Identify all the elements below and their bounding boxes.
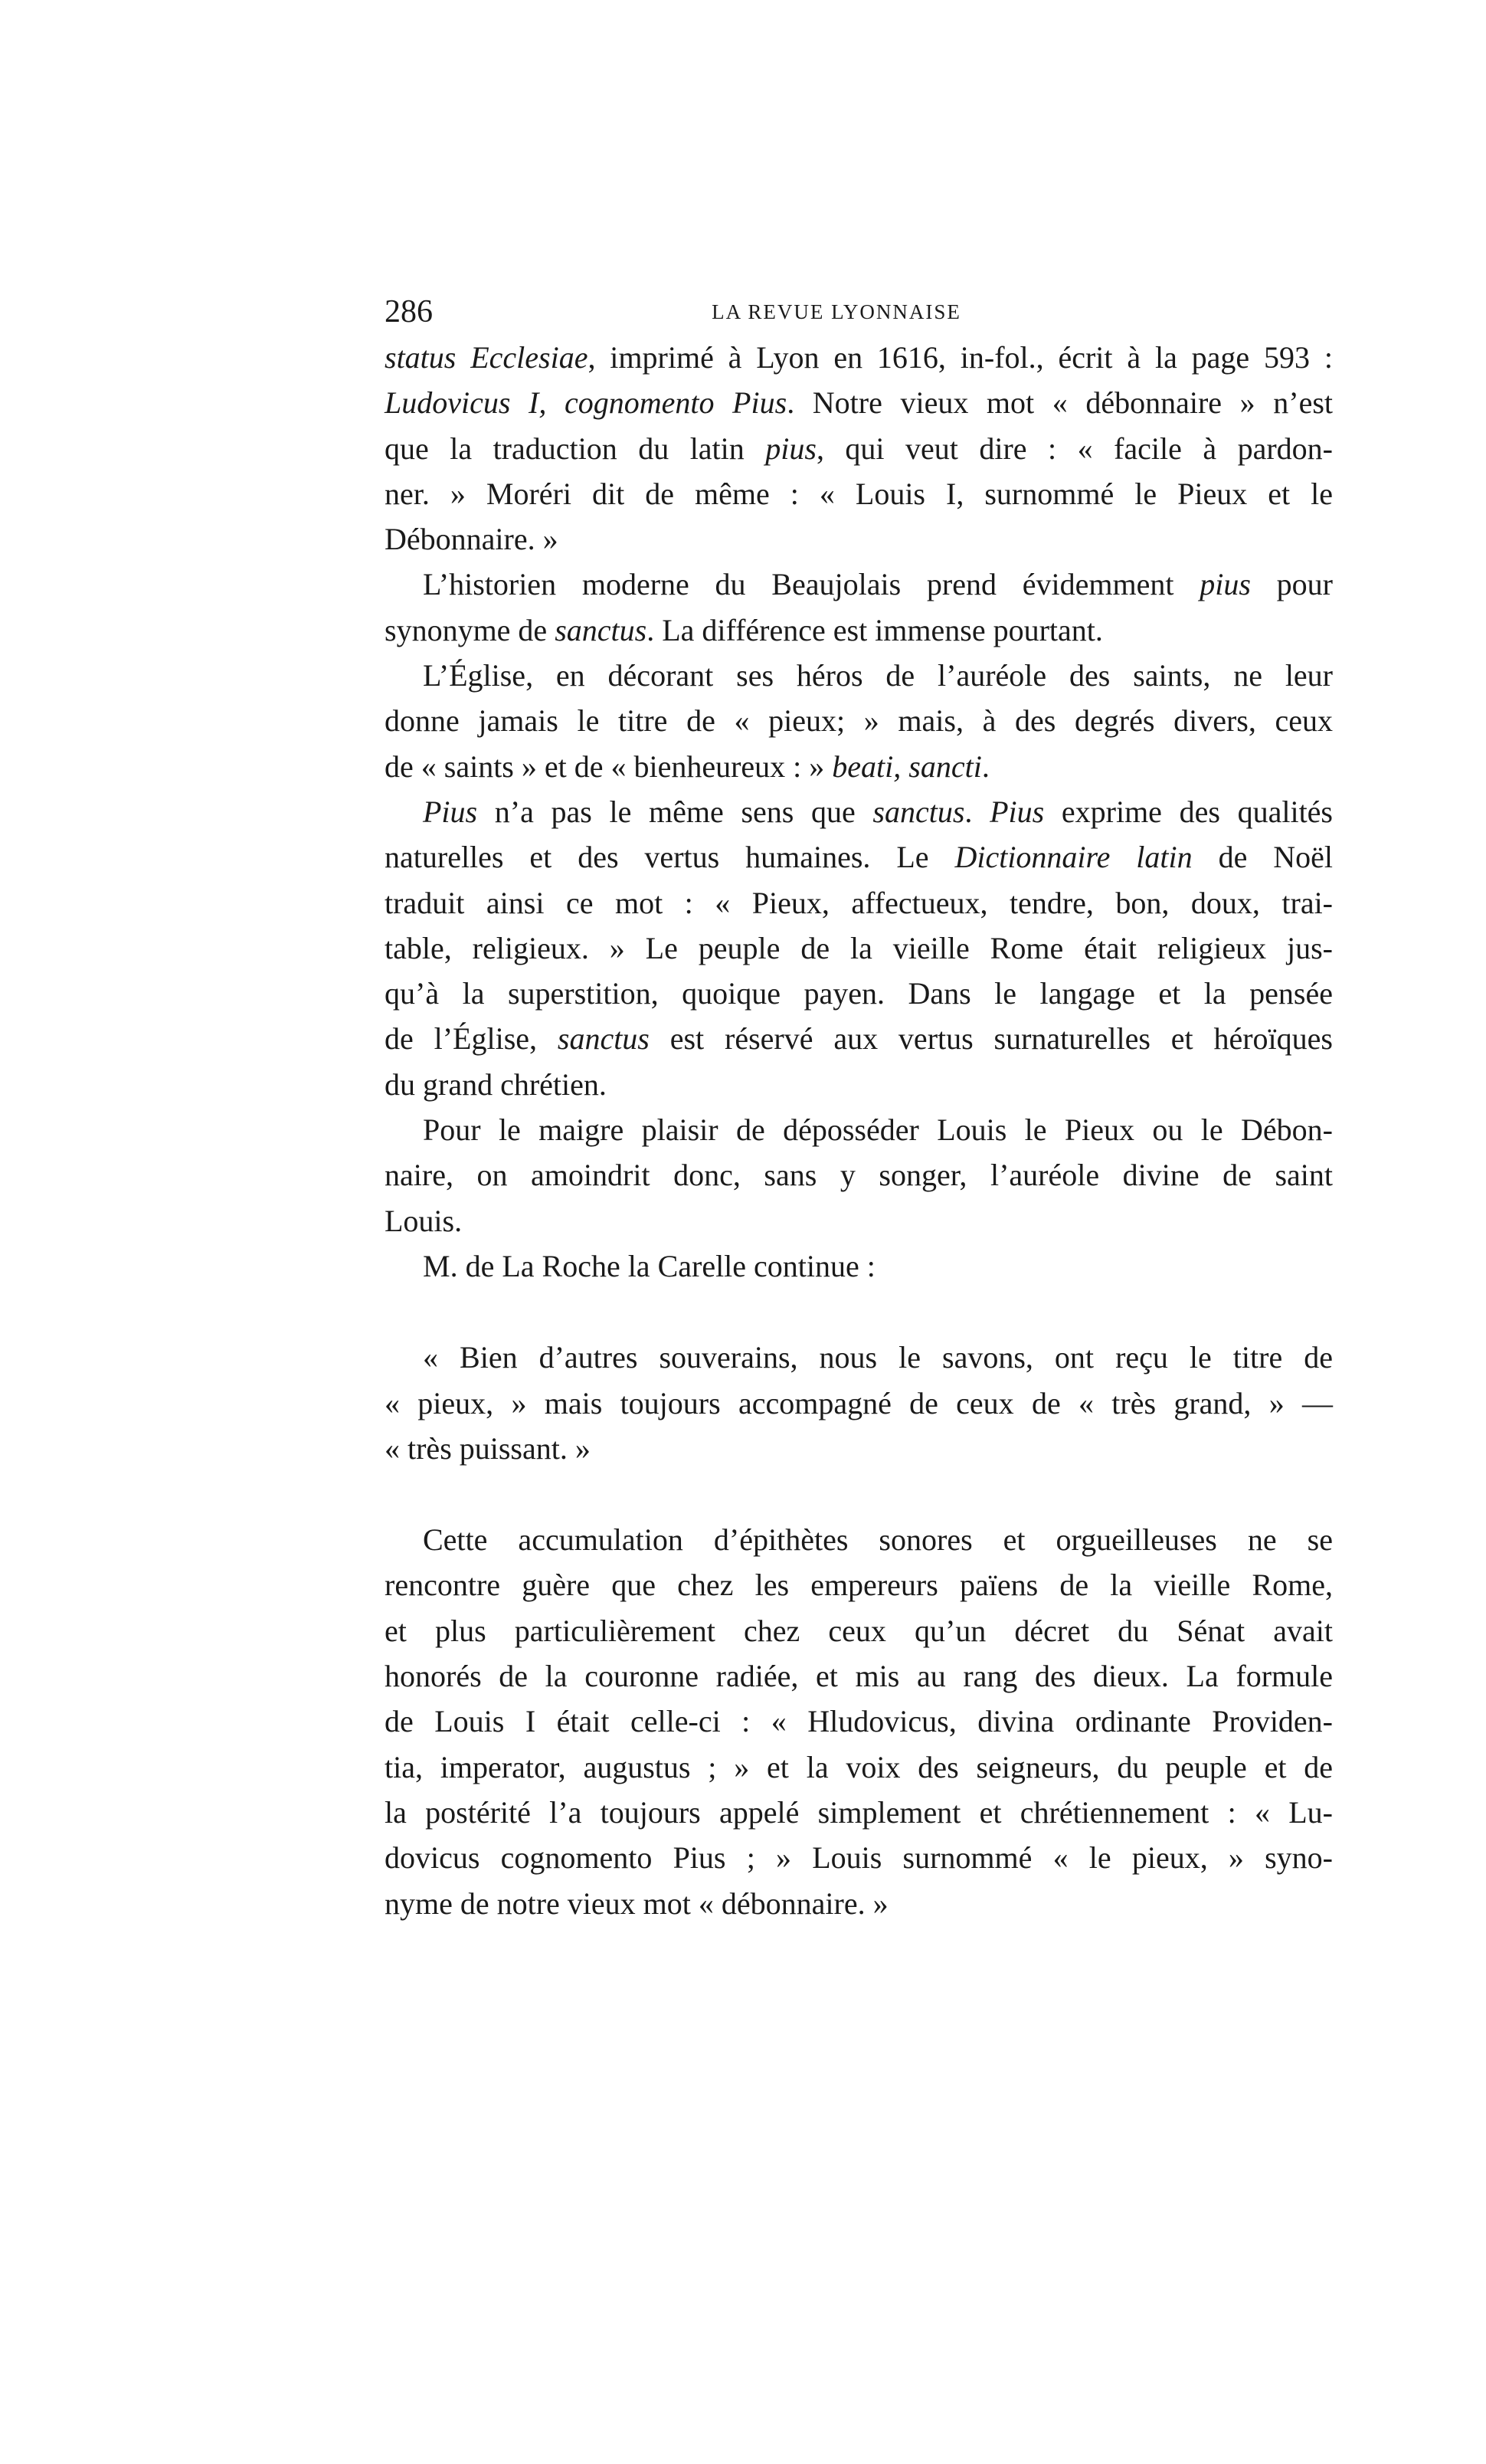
text-segment: de Noël bbox=[1192, 840, 1334, 875]
text-segment: la postérité l’a toujours appelé simplement et chrétiennement : « Lu- bbox=[385, 1794, 1333, 1830]
text-line bbox=[385, 1152, 1333, 1198]
text-segment: Pour le maigre plaisir de déposséder Louis le Pieux ou le Débon- bbox=[423, 1112, 1333, 1148]
running-title: LA REVUE LYONNAISE bbox=[712, 300, 961, 323]
text-segment: dovicus cognomento Pius ; » Louis surnommé « le pieux, » syno- bbox=[385, 1840, 1333, 1876]
text-line bbox=[385, 834, 1333, 880]
body-text bbox=[385, 335, 1333, 1926]
paragraph bbox=[385, 1335, 1333, 1471]
text-line bbox=[385, 608, 1333, 653]
text-segment: de Louis I était celle-ci : « Hludovicus, divina ordinante Providen- bbox=[385, 1704, 1333, 1739]
text-line bbox=[385, 1562, 1333, 1607]
text-segment: « Bien d’autres souverains, nous le savons, ont reçu le titre de bbox=[423, 1340, 1333, 1375]
text-segment: Louis. bbox=[385, 1203, 463, 1238]
text-segment: L’Église, en décorant ses héros de l’auréole des saints, ne leur bbox=[423, 658, 1333, 693]
text-segment: et plus particulièrement chez ceux qu’un décret du Sénat avait bbox=[385, 1613, 1333, 1648]
text-segment: de l’Église, bbox=[385, 1021, 558, 1057]
text-segment: n’a pas le même sens que bbox=[477, 794, 873, 829]
text-line bbox=[385, 1426, 1333, 1471]
italic-text: Dictionnaire latin bbox=[954, 840, 1193, 875]
text-segment: . bbox=[964, 794, 990, 829]
text-line bbox=[385, 335, 1333, 380]
text-line bbox=[385, 1016, 1333, 1061]
paragraph bbox=[385, 653, 1333, 789]
text-line bbox=[385, 1062, 1333, 1107]
text-line bbox=[385, 516, 1333, 562]
text-line bbox=[385, 1653, 1333, 1699]
text-line bbox=[385, 744, 1333, 789]
italic-text: beati, sancti bbox=[832, 749, 982, 784]
text-line bbox=[385, 1243, 1333, 1289]
text-line bbox=[385, 1517, 1333, 1562]
text-line bbox=[385, 471, 1333, 516]
text-segment: naire, on amoindrit donc, sans y songer, l’auréole divine de saint bbox=[385, 1158, 1333, 1193]
text-line bbox=[385, 1790, 1333, 1835]
text-line bbox=[385, 698, 1333, 743]
text-segment: nyme de notre vieux mot « débonnaire. » bbox=[385, 1886, 889, 1921]
text-line bbox=[385, 426, 1333, 471]
text-segment: , imprimé à Lyon en 1616, in-fol., écrit à la page 593 : bbox=[588, 340, 1333, 375]
italic-text: sanctus bbox=[872, 794, 965, 829]
text-segment: « pieux, » mais toujours accompagné de ceux de « très grand, » — bbox=[385, 1385, 1333, 1420]
text-line bbox=[385, 789, 1333, 834]
text-line bbox=[385, 1381, 1333, 1426]
italic-text: Pius bbox=[990, 794, 1045, 829]
text-segment: table, religieux. » Le peuple de la vieille Rome était religieux jus- bbox=[385, 930, 1333, 965]
text-line bbox=[385, 1835, 1333, 1880]
text-segment: traduit ainsi ce mot : « Pieux, affectueux, tendre, bon, doux, trai- bbox=[385, 885, 1333, 920]
paragraph bbox=[385, 1517, 1333, 1926]
text-segment: . Notre vieux mot « débonnaire » n’est bbox=[787, 385, 1334, 421]
text-segment: « très puissant. » bbox=[385, 1430, 591, 1466]
paragraph bbox=[385, 1107, 1333, 1243]
text-segment: , qui veut dire : « facile à pardon- bbox=[816, 431, 1333, 466]
text-line bbox=[385, 926, 1333, 971]
italic-text: Ludovicus I, cognomento Pius bbox=[385, 385, 787, 421]
text-segment: ner. » Moréri dit de même : « Louis I, surnommé le Pieux et le bbox=[385, 476, 1333, 511]
text-line bbox=[385, 653, 1333, 698]
text-segment: pour bbox=[1250, 567, 1334, 602]
italic-text: pius bbox=[1200, 567, 1251, 602]
paragraph bbox=[385, 789, 1333, 1107]
text-segment: tia, imperator, augustus ; » et la voix des seigneurs, du peuple et de bbox=[385, 1749, 1333, 1784]
text-segment: synonyme de bbox=[385, 612, 555, 647]
text-segment: M. de La Roche la Carelle continue : bbox=[423, 1248, 876, 1283]
text-segment: donne jamais le titre de « pieux; » mais, à des degrés divers, ceux bbox=[385, 703, 1333, 739]
text-segment: du grand chrétien. bbox=[385, 1067, 607, 1102]
text-segment: de « saints » et de « bienheureux : » bbox=[385, 749, 833, 784]
text-segment: Débonnaire. » bbox=[385, 522, 558, 557]
text-segment: honorés de la couronne radiée, et mis au rang des dieux. La formule bbox=[385, 1659, 1333, 1694]
italic-text: pius bbox=[765, 431, 817, 466]
italic-text: status Ecclesiae bbox=[385, 340, 588, 375]
text-segment: est réservé aux vertus surnaturelles et héroïques bbox=[649, 1021, 1333, 1057]
text-segment: . bbox=[981, 749, 990, 784]
italic-text: sanctus bbox=[557, 1021, 650, 1057]
text-line bbox=[385, 971, 1333, 1016]
paragraph bbox=[385, 562, 1333, 653]
text-line bbox=[385, 380, 1333, 425]
text-line bbox=[385, 1107, 1333, 1152]
text-line bbox=[385, 880, 1333, 926]
text-segment: naturelles et des vertus humaines. Le bbox=[385, 840, 955, 875]
text-line bbox=[385, 1699, 1333, 1744]
page-number: 286 bbox=[385, 294, 433, 329]
text-segment: rencontre guère que chez les empereurs païens de la vieille Rome, bbox=[385, 1568, 1333, 1603]
text-line bbox=[385, 1608, 1333, 1653]
text-line bbox=[385, 1335, 1333, 1380]
text-segment: exprime des qualités bbox=[1044, 794, 1334, 829]
text-segment: . La différence est immense pourtant. bbox=[646, 612, 1103, 647]
paragraph bbox=[385, 1243, 1333, 1289]
text-segment: qu’à la superstition, quoique payen. Dans le langage et la pensée bbox=[385, 976, 1333, 1011]
text-line bbox=[385, 1198, 1333, 1243]
text-segment: que la traduction du latin bbox=[385, 431, 766, 466]
paragraph bbox=[385, 335, 1333, 562]
text-segment: Cette accumulation d’épithètes sonores et orgueilleuses ne se bbox=[423, 1522, 1333, 1558]
text-segment: L’historien moderne du Beaujolais prend évidemment bbox=[423, 567, 1200, 602]
italic-text: sanctus bbox=[555, 612, 647, 647]
text-line bbox=[385, 1881, 1333, 1926]
text-line bbox=[385, 562, 1333, 607]
text-line bbox=[385, 1745, 1333, 1790]
italic-text: Pius bbox=[423, 794, 478, 829]
